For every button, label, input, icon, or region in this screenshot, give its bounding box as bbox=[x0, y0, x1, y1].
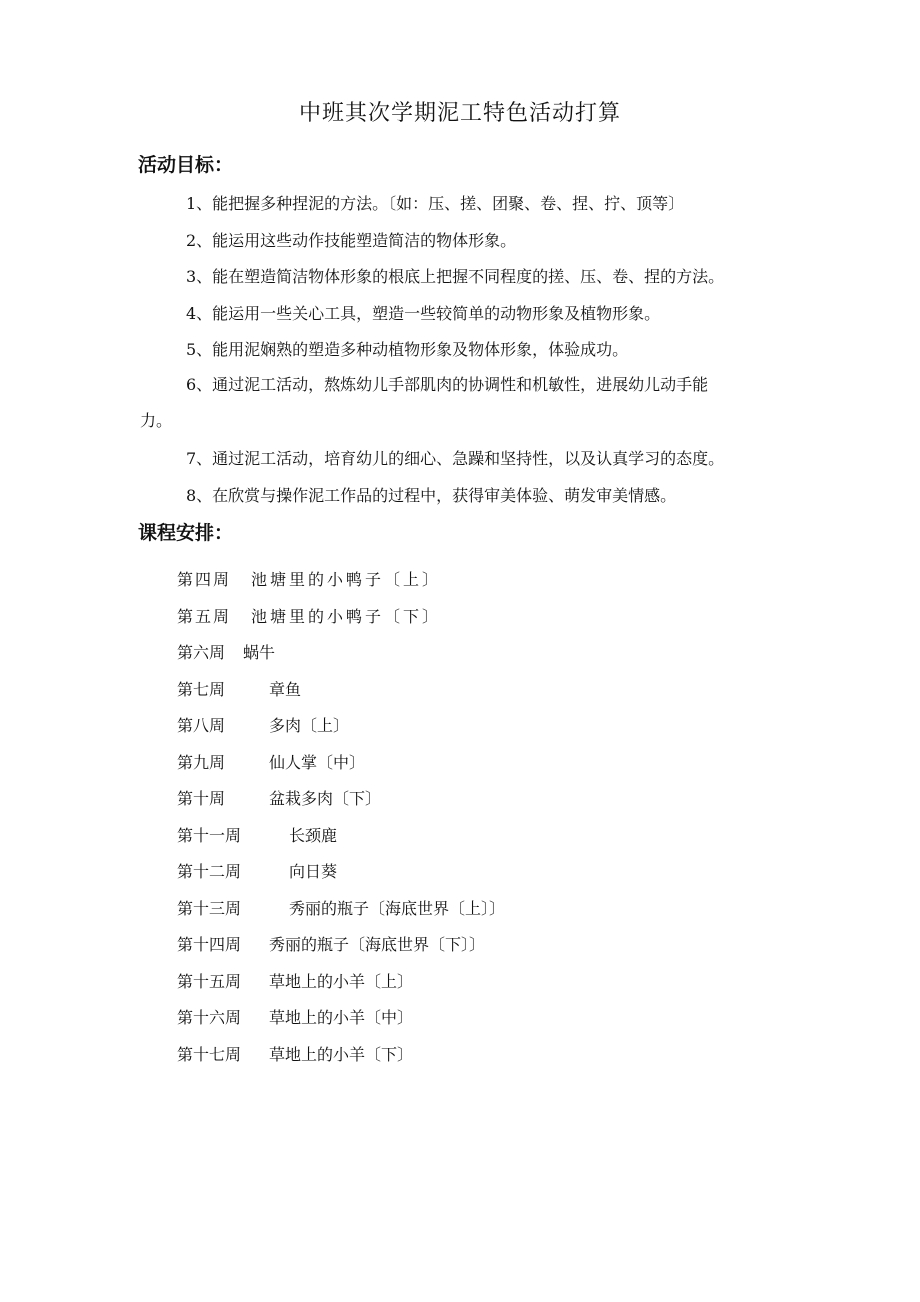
goal-text: 4、能运用一些关心工具，塑造一些较简单的动物形象及植物形象。 bbox=[186, 304, 661, 323]
course-name: 草地上的小羊〔上〕 bbox=[269, 972, 414, 991]
schedule-row bbox=[177, 824, 337, 848]
week-label: 第十周 bbox=[177, 789, 226, 808]
goal-item bbox=[140, 367, 800, 439]
schedule-row bbox=[177, 970, 413, 994]
goal-text: 7、通过泥工活动，培育幼儿的细心、急躁和坚持性，以及认真学习的态度。 bbox=[186, 449, 725, 468]
course-name: 草地上的小羊〔下〕 bbox=[269, 1045, 414, 1064]
course-name: 章鱼 bbox=[269, 680, 302, 699]
goal-text: 5、能用泥娴熟的塑造多种动植物形象及物体形象，体验成功。 bbox=[186, 340, 629, 359]
goal-text: 3、能在塑造简洁物体形象的根底上把握不同程度的搓、压、卷、捏的方法。 bbox=[186, 267, 725, 286]
course-name: 蜗牛 bbox=[243, 643, 276, 662]
course-name: 仙人掌〔中〕 bbox=[269, 753, 366, 772]
schedule-row bbox=[177, 1043, 413, 1067]
schedule-row bbox=[177, 568, 441, 592]
schedule-row bbox=[177, 714, 349, 738]
course-name: 池塘里的小鸭子〔下〕 bbox=[251, 607, 442, 626]
course-name: 池塘里的小鸭子〔上〕 bbox=[251, 570, 442, 589]
week-label: 第七周 bbox=[177, 680, 226, 699]
goal-text-continued: 力。 bbox=[140, 411, 173, 430]
week-label: 第四周 bbox=[177, 570, 232, 589]
course-name: 向日葵 bbox=[289, 862, 338, 881]
course-name: 长颈鹿 bbox=[289, 826, 338, 845]
goal-text: 8、在欣赏与操作泥工作品的过程中，获得审美体验、萌发审美情感。 bbox=[186, 486, 677, 505]
page-title: 中班其次学期泥工特色活动打算 bbox=[298, 101, 621, 126]
schedule-row bbox=[177, 751, 365, 775]
schedule-row bbox=[177, 605, 441, 629]
goal-text: 1、能把握多种捏泥的方法。〔如：压、搓、团聚、卷、捏、拧、顶等〕 bbox=[186, 194, 685, 213]
week-label: 第十四周 bbox=[177, 935, 242, 954]
course-name: 多肉〔上〕 bbox=[269, 716, 350, 735]
schedule-row bbox=[177, 897, 505, 921]
schedule-row bbox=[177, 1006, 413, 1030]
course-name: 秀丽的瓶子〔海底世界〔下〕〕 bbox=[269, 935, 486, 954]
schedule-row bbox=[177, 933, 485, 957]
course-name: 秀丽的瓶子〔海底世界〔上〕〕 bbox=[289, 899, 506, 918]
goals-heading: 活动目标： bbox=[138, 154, 234, 176]
goal-item bbox=[140, 484, 800, 508]
goal-text: 2、能运用这些动作技能塑造简洁的物体形象。 bbox=[186, 231, 517, 250]
goal-item bbox=[140, 302, 800, 326]
goal-text: 6、通过泥工活动，熬炼幼儿手部肌肉的协调性和机敏性，进展幼儿动手能 bbox=[186, 375, 709, 394]
week-label: 第十六周 bbox=[177, 1008, 242, 1027]
schedule-row bbox=[177, 860, 337, 884]
course-name: 盆栽多肉〔下〕 bbox=[269, 789, 382, 808]
schedule-row bbox=[177, 787, 381, 811]
schedule-row bbox=[177, 678, 301, 702]
week-label: 第十三周 bbox=[177, 899, 242, 918]
schedule-row bbox=[177, 641, 275, 665]
week-label: 第十一周 bbox=[177, 826, 242, 845]
week-label: 第十二周 bbox=[177, 862, 242, 881]
week-label: 第十五周 bbox=[177, 972, 242, 991]
week-label: 第六周 bbox=[177, 643, 226, 662]
goal-item bbox=[140, 229, 800, 253]
week-label: 第五周 bbox=[177, 607, 232, 626]
week-label: 第九周 bbox=[177, 753, 226, 772]
goal-item bbox=[140, 338, 800, 362]
goal-item bbox=[140, 447, 800, 471]
course-name: 草地上的小羊〔中〕 bbox=[269, 1008, 414, 1027]
week-label: 第十七周 bbox=[177, 1045, 242, 1064]
goal-item bbox=[140, 265, 800, 289]
goal-item bbox=[140, 192, 800, 216]
schedule-heading: 课程安排： bbox=[138, 522, 234, 544]
week-label: 第八周 bbox=[177, 716, 226, 735]
